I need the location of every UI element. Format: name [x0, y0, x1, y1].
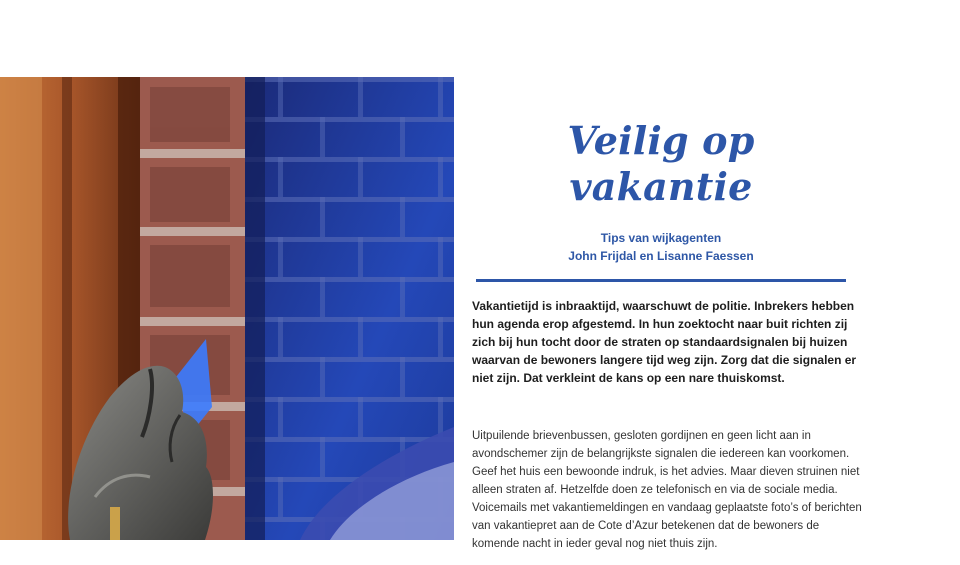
subtitle-line-1: Tips van wijkagenten: [600, 231, 722, 246]
burglar-photo: [0, 77, 454, 540]
article: [472, 118, 872, 565]
article-lead: Vakantietijd is inbraaktijd, waarschuwt de politie. Inbrekers hebben hun agenda erop afgestemd. In hun zoektocht naar buit richten zij zich bij hun tocht door de straten op standaardsignalen bij huizen waarvan de bewoners langere tijd weg zijn. Zorg dat die signalen er niet zijn. Dat verkleint de kans op een nare thuiskomst.: [472, 299, 857, 386]
article-subtitle: [472, 229, 850, 265]
title-divider: [476, 279, 846, 282]
burglar-illustration: [0, 77, 454, 540]
article-title: Veilig op vakantie: [567, 118, 755, 209]
article-body: Uitpuilende brievenbussen, gesloten gordijnen en geen licht aan in avondschemer zijn de belangrijkste signalen die iedereen kan voorkomen. Geef het huis een bewoonde indruk, is het advies. Maar dieven struinen niet alleen straten af. Hetzelfde doen ze telefonisch en via de sociale media. Voicemails met vakantiemeldingen en vandaag geplaatste foto’s of berichten van vakantiepret aan de Cote d’Azur betekenen dat de bewoners de komende nacht in ieder geval nog niet thuis zijn.: [472, 430, 862, 551]
subtitle-line-2: John Frijdal en Lisanne Faessen: [568, 249, 754, 264]
